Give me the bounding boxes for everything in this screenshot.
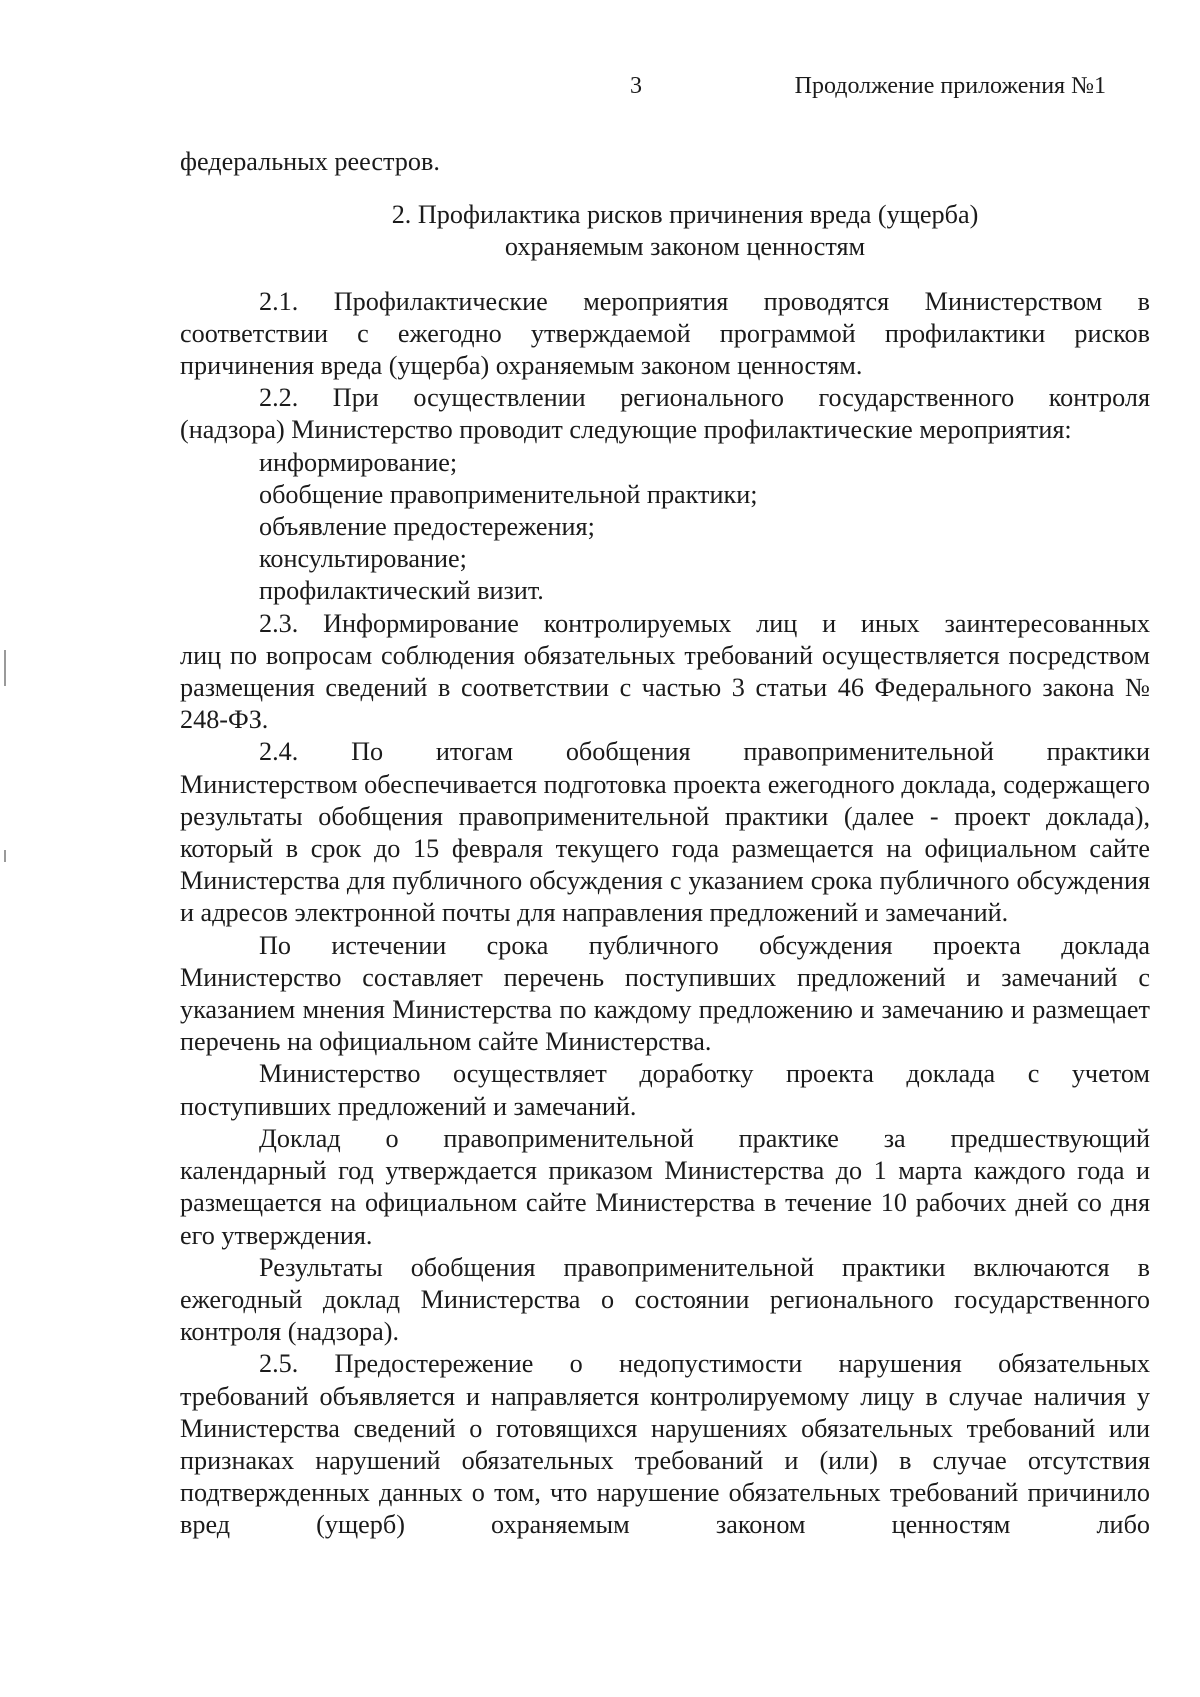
paragraph-report-text: календарный год утверждается приказом Министерства до 1 марта каждого года и размещается на официальном сайте Министерства в течение 10 рабочих дней со дня его утверждения. xyxy=(180,1156,1150,1250)
paragraph-revision-first-line: Министерство осуществляет доработку проекта доклада с учетом xyxy=(259,1059,1150,1089)
paragraph-report-first-line: Доклад о правоприменительной практике за предшествующий xyxy=(259,1123,1150,1153)
page-number: 3 xyxy=(630,73,642,99)
paragraph-2-3-first-line: 2.3. Информирование контролируемых лиц и иных заинтересованных xyxy=(259,608,1150,638)
running-header: Продолжение приложения №1 xyxy=(794,73,1106,99)
paragraph-2-5-text: требований объявляется и направляется контролируемому лицу в случае наличия у Министерства сведений о готовящихся нарушениях обязательных требований или признаках нарушений обязательных требований и (или) в случае отсутствия подтвержденных данных о том, что нарушение обязательных требований причинило вред (ущерб) охраняемым законом ценностям либо xyxy=(180,1381,1150,1540)
paragraph-2-1-first-line: 2.1. Профилактические мероприятия проводятся Министерством в xyxy=(259,286,1150,316)
paragraph-results-first-line: Результаты обобщения правоприменительной практики включаются в xyxy=(259,1252,1150,1282)
paragraph-2-5-first-line: 2.5. Предостережение о недопустимости нарушения обязательных xyxy=(259,1349,1150,1379)
document-body xyxy=(180,146,1150,1542)
measure-list-item: информирование; xyxy=(259,447,458,477)
measure-list-item: консультирование; xyxy=(259,544,467,574)
paragraph-2-2-first-line: 2.2. При осуществлении регионального государственного контроля xyxy=(259,383,1150,413)
paragraph-2-4-first-line: 2.4. По итогам обобщения правоприменительной практики xyxy=(259,737,1150,767)
paragraph-2-1-text: соответствии с ежегодно утверждаемой программой профилактики рисков причинения вреда (ущерба) охраняемым законом ценностям. xyxy=(180,318,1150,381)
measure-list-item: профилактический визит. xyxy=(259,576,544,606)
measure-list-item: обобщение правоприменительной практики; xyxy=(259,479,758,509)
measure-list-item: объявление предостережения; xyxy=(259,512,595,542)
paragraph-discussion-first-line: По истечении срока публичного обсуждения проекта доклада xyxy=(259,930,1150,960)
paragraph-results-text: ежегодный доклад Министерства о состоянии регионального государственного контроля (надзора). xyxy=(180,1284,1150,1347)
body-line: федеральных реестров. xyxy=(180,147,440,176)
paragraph-2-2-second-line: (надзора) Министерство проводит следующие профилактические мероприятия: xyxy=(180,415,1072,445)
paragraph-discussion-text: Министерство составляет перечень поступивших предложений и замечаний с указанием мнения Министерства по каждому предложению и замечанию и размещает перечень на официальном сайте Министерства. xyxy=(180,962,1150,1057)
section-heading-line: 2. Профилактика рисков причинения вреда (ущерба) xyxy=(391,200,979,230)
paragraph-2-3-text: лиц по вопросам соблюдения обязательных требований осуществляется посредством размещения сведений в соответствии с частью 3 статьи 46 Федерального закона № 248-ФЗ. xyxy=(180,640,1150,735)
scan-edge-mark xyxy=(4,850,6,862)
scan-edge-mark xyxy=(4,650,6,686)
section-heading-line: охраняемым законом ценностям xyxy=(504,232,866,262)
paragraph-2-4-text: Министерством обеспечивается подготовка проекта ежегодного доклада, содержащего результаты обобщения правоприменительной практики (далее - проект доклада), который в срок до 15 февраля текущего года размещается на официальном сайте Министерства для публичного обсуждения с указанием срока публичного обсуждения и адресов электронной почты для направления предложений и замечаний. xyxy=(180,769,1150,928)
section-heading xyxy=(180,199,1150,263)
paragraph-revision-text: поступивших предложений и замечаний. xyxy=(180,1091,637,1121)
